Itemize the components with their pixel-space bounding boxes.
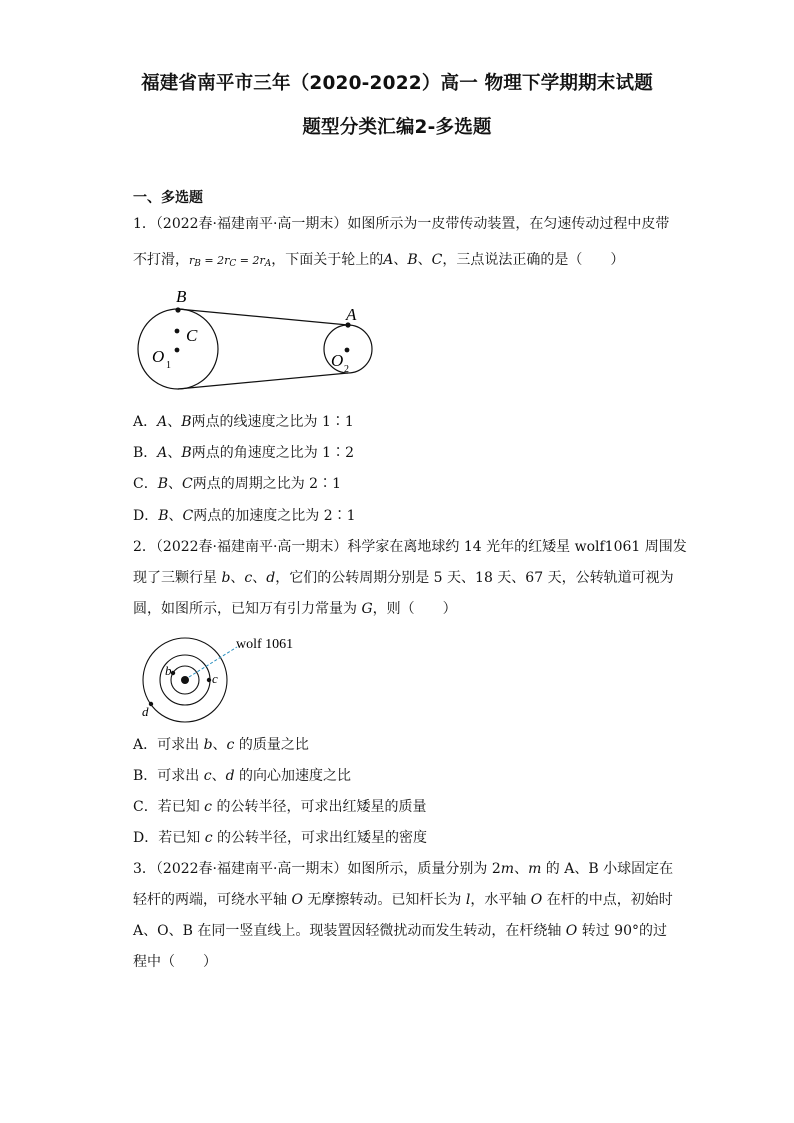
center-o2-dot — [345, 348, 350, 353]
label-o2: O — [331, 351, 344, 370]
belt-top — [178, 309, 348, 325]
q2-option-d[interactable]: D．若已知 c 的公转半径，可求出红矮星的密度 — [133, 830, 427, 846]
label-b: b — [165, 663, 172, 678]
belt-bottom — [178, 373, 348, 389]
q1-stem-line-2: 不打滑，$r_B = 2r_C = 2r_A$，下面关于轮上的A、B、C，三点说法正确的是（ ） — [133, 252, 625, 269]
q2-option-a[interactable]: A．可求出 b、c 的质量之比 — [133, 737, 309, 753]
q2-option-c[interactable]: C．若已知 c 的公转半径，可求出红矮星的质量 — [133, 799, 427, 815]
label-o1-sub: 1 — [166, 360, 171, 371]
q2-option-b[interactable]: B．可求出 c、d 的向心加速度之比 — [133, 768, 352, 784]
q3-stem-line-1: 3．（2022春·福建南平·高一期末）如图所示，质量分别为 2m、m 的 A、B 小球固定在 — [133, 861, 674, 877]
label-o2-sub: 2 — [344, 364, 349, 375]
q3-stem-line-2: 轻杆的两端，可绕水平轴 O 无摩擦转动。已知杆长为 l，水平轴 O 在杆的中点，初始时 — [133, 892, 673, 908]
page-title-line-1: 福建省南平市三年（2020-2022）高一 物理下学期期末试题 — [141, 73, 653, 94]
orbit-figure — [135, 630, 325, 725]
q2-stem-line-2: 现了三颗行星 b、c、d，它们的公转周期分别是 5 天、18 天、67 天，公转轨道可视为 — [133, 570, 674, 586]
center-o1-dot — [175, 348, 180, 353]
label-b: B — [176, 287, 187, 306]
q2-stem-line-3: 圆，如图所示，已知万有引力常量为 G，则（ ） — [133, 601, 457, 617]
q1-option-b[interactable]: B．A、B两点的角速度之比为 1∶2 — [133, 445, 354, 461]
label-a: A — [346, 305, 357, 324]
label-d: d — [142, 704, 149, 719]
q1-option-a[interactable]: A．A、B两点的线速度之比为 1∶1 — [133, 414, 354, 430]
label-o1: O — [152, 347, 165, 366]
planet-d-dot — [149, 702, 153, 706]
q1-formula: $r_B = 2r_C = 2r_A$ — [189, 254, 272, 269]
label-c: C — [186, 326, 198, 345]
star-wolf1061 — [181, 676, 189, 684]
point-b-dot — [175, 307, 180, 312]
belt-drive-figure — [128, 282, 378, 397]
q3-stem-line-3: A、O、B 在同一竖直线上。现装置因轻微扰动而发生转动，在杆绕轴 O 转过 90°的过 — [133, 923, 667, 939]
planet-c-dot — [207, 678, 211, 682]
point-c-dot — [175, 329, 180, 334]
q2-stem-line-1: 2．（2022春·福建南平·高一期末）科学家在离地球约 14 光年的红矮星 wolf1061 周围发 — [133, 539, 687, 555]
section-heading: 一、多选题 — [133, 190, 203, 206]
label-c: c — [212, 671, 218, 686]
q1-option-d[interactable]: D．B、C两点的加速度之比为 2∶1 — [133, 508, 356, 524]
q3-stem-line-4: 程中（ ） — [133, 954, 217, 970]
star-label: wolf 1061 — [236, 637, 294, 652]
q1-stem-line-1: 1．（2022春·福建南平·高一期末）如图所示为一皮带传动装置，在匀速传动过程中皮带 — [133, 216, 670, 232]
q1-option-c[interactable]: C．B、C两点的周期之比为 2∶1 — [133, 476, 341, 492]
page-title-line-2: 题型分类汇编2-多选题 — [302, 117, 492, 138]
